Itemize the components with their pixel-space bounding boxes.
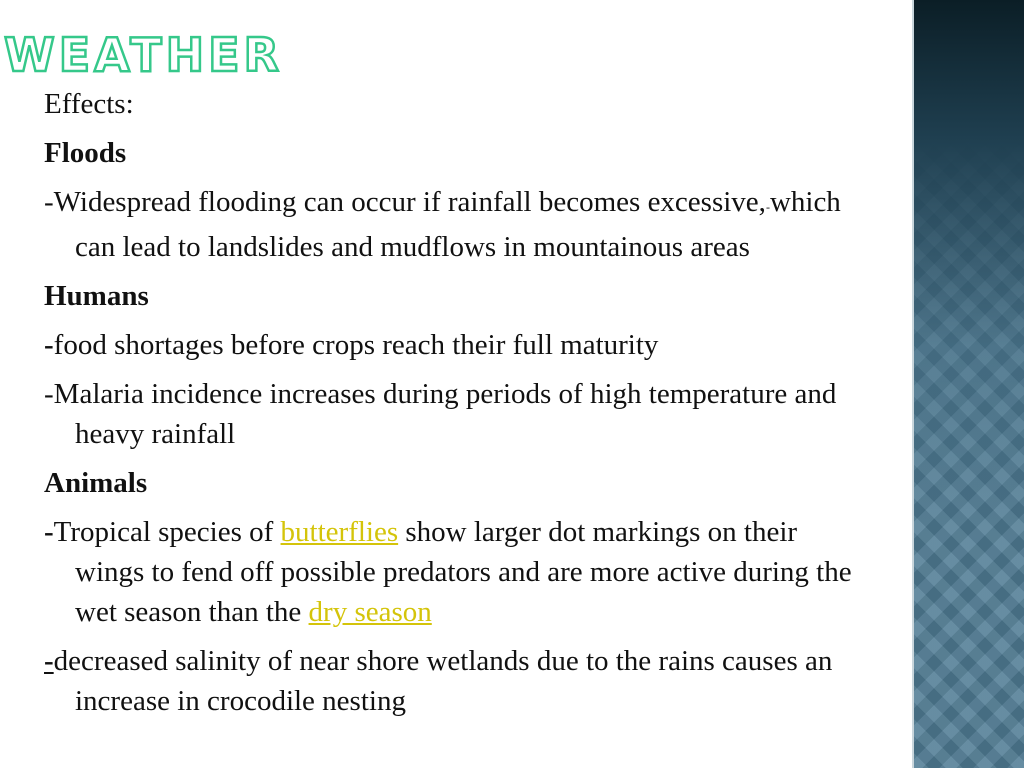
animals-item-crocodiles: [44, 641, 859, 721]
butterflies-link[interactable]: butterflies: [280, 516, 399, 548]
humans-item-malaria-text: Malaria incidence increases during periods of high temperature and heavy rainfall: [53, 378, 837, 450]
animals-heading: Animals: [44, 467, 148, 499]
humans-item-food-text: food shortages before crops reach their full maturity: [53, 329, 659, 361]
side-panel-edge: [912, 0, 914, 768]
humans-item-food: [44, 325, 859, 365]
animals-item-text-middle: show larger dot markings on their wings to fend off possible predators and are more active during the wet season than the: [75, 516, 852, 628]
floods-heading: Floods: [44, 137, 127, 169]
floods-item-text-a: Widespread flooding can occur if rainfall becomes excessive,: [53, 186, 766, 218]
floods-item: [44, 182, 859, 267]
bullet-dash: -: [44, 378, 54, 410]
dry-season-link[interactable]: dry season: [308, 596, 432, 628]
bullet-dash: -: [44, 516, 54, 548]
bullet-dash: -: [44, 645, 54, 677]
slide-title: WEATHER: [4, 28, 283, 82]
decorative-side-panel: [912, 0, 1024, 768]
slide-body: [44, 84, 859, 730]
animals-item-crocodiles-text: decreased salinity of near shore wetlands due to the rains causes an increase in crocodile nesting: [53, 645, 833, 717]
floods-item-text-c: which can lead to landslides and mudflows in mountainous areas: [75, 186, 841, 263]
humans-item-malaria: [44, 374, 859, 454]
floods-item-stray-dash: -: [765, 200, 770, 214]
effects-label: Effects:: [44, 88, 134, 120]
bullet-dash: -: [44, 186, 54, 218]
animals-item-butterflies: [44, 512, 859, 632]
animals-item-text-before: Tropical species of: [53, 516, 281, 548]
humans-heading: Humans: [44, 280, 149, 312]
bullet-dash: -: [44, 329, 54, 361]
